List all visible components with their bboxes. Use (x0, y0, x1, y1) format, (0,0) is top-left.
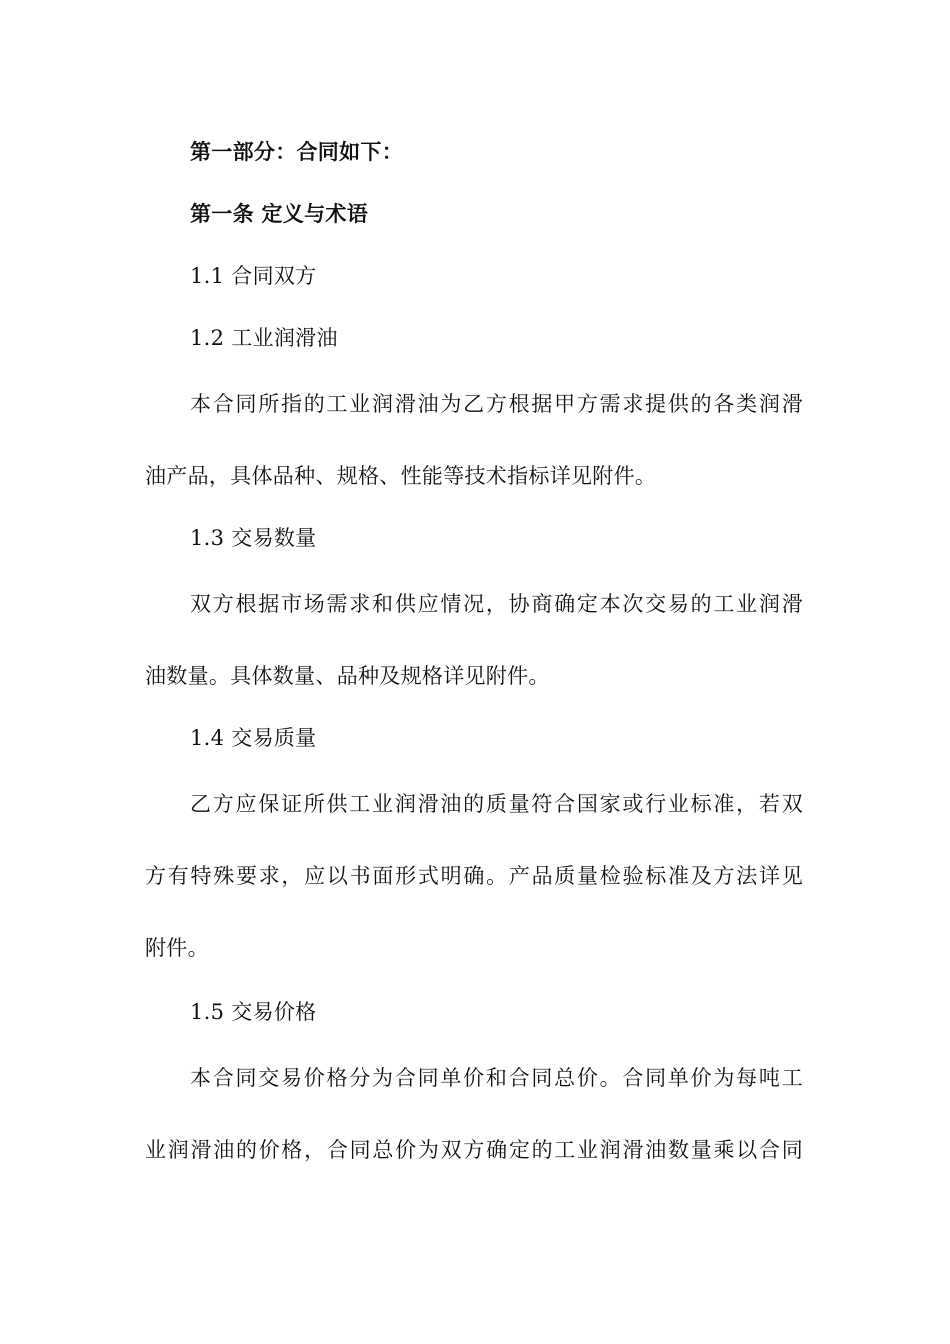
paragraph-2-line-2: 油数量。具体数量、品种及规格详见附件。 (145, 664, 550, 688)
article-heading: 第一条 定义与术语 (190, 202, 369, 226)
paragraph-4-line-2: 业润滑油的价格，合同总价为双方确定的工业润滑油数量乘以合同 (145, 1138, 803, 1162)
section-1-5-heading: 1.5 交易价格 (190, 1000, 317, 1024)
section-1-2-heading: 1.2 工业润滑油 (190, 326, 338, 350)
part-heading: 第一部分：合同如下： (190, 140, 403, 164)
paragraph-2-line-1: 双方根据市场需求和供应情况，协商确定本次交易的工业润滑 (190, 592, 803, 616)
section-1-3-heading: 1.3 交易数量 (190, 526, 317, 550)
section-1-4-heading: 1.4 交易质量 (190, 726, 317, 750)
paragraph-1-line-2: 油产品，具体品种、规格、性能等技术指标详见附件。 (145, 464, 657, 488)
paragraph-3-line-3: 附件。 (145, 936, 209, 960)
paragraph-4-line-1: 本合同交易价格分为合同单价和合同总价。合同单价为每吨工 (190, 1066, 803, 1090)
paragraph-3-line-1: 乙方应保证所供工业润滑油的质量符合国家或行业标准，若双 (190, 792, 803, 816)
section-1-1-heading: 1.1 合同双方 (190, 264, 317, 288)
paragraph-1-line-1: 本合同所指的工业润滑油为乙方根据甲方需求提供的各类润滑 (190, 392, 803, 416)
paragraph-3-line-2: 方有特殊要求，应以书面形式明确。产品质量检验标准及方法详见 (145, 864, 803, 888)
